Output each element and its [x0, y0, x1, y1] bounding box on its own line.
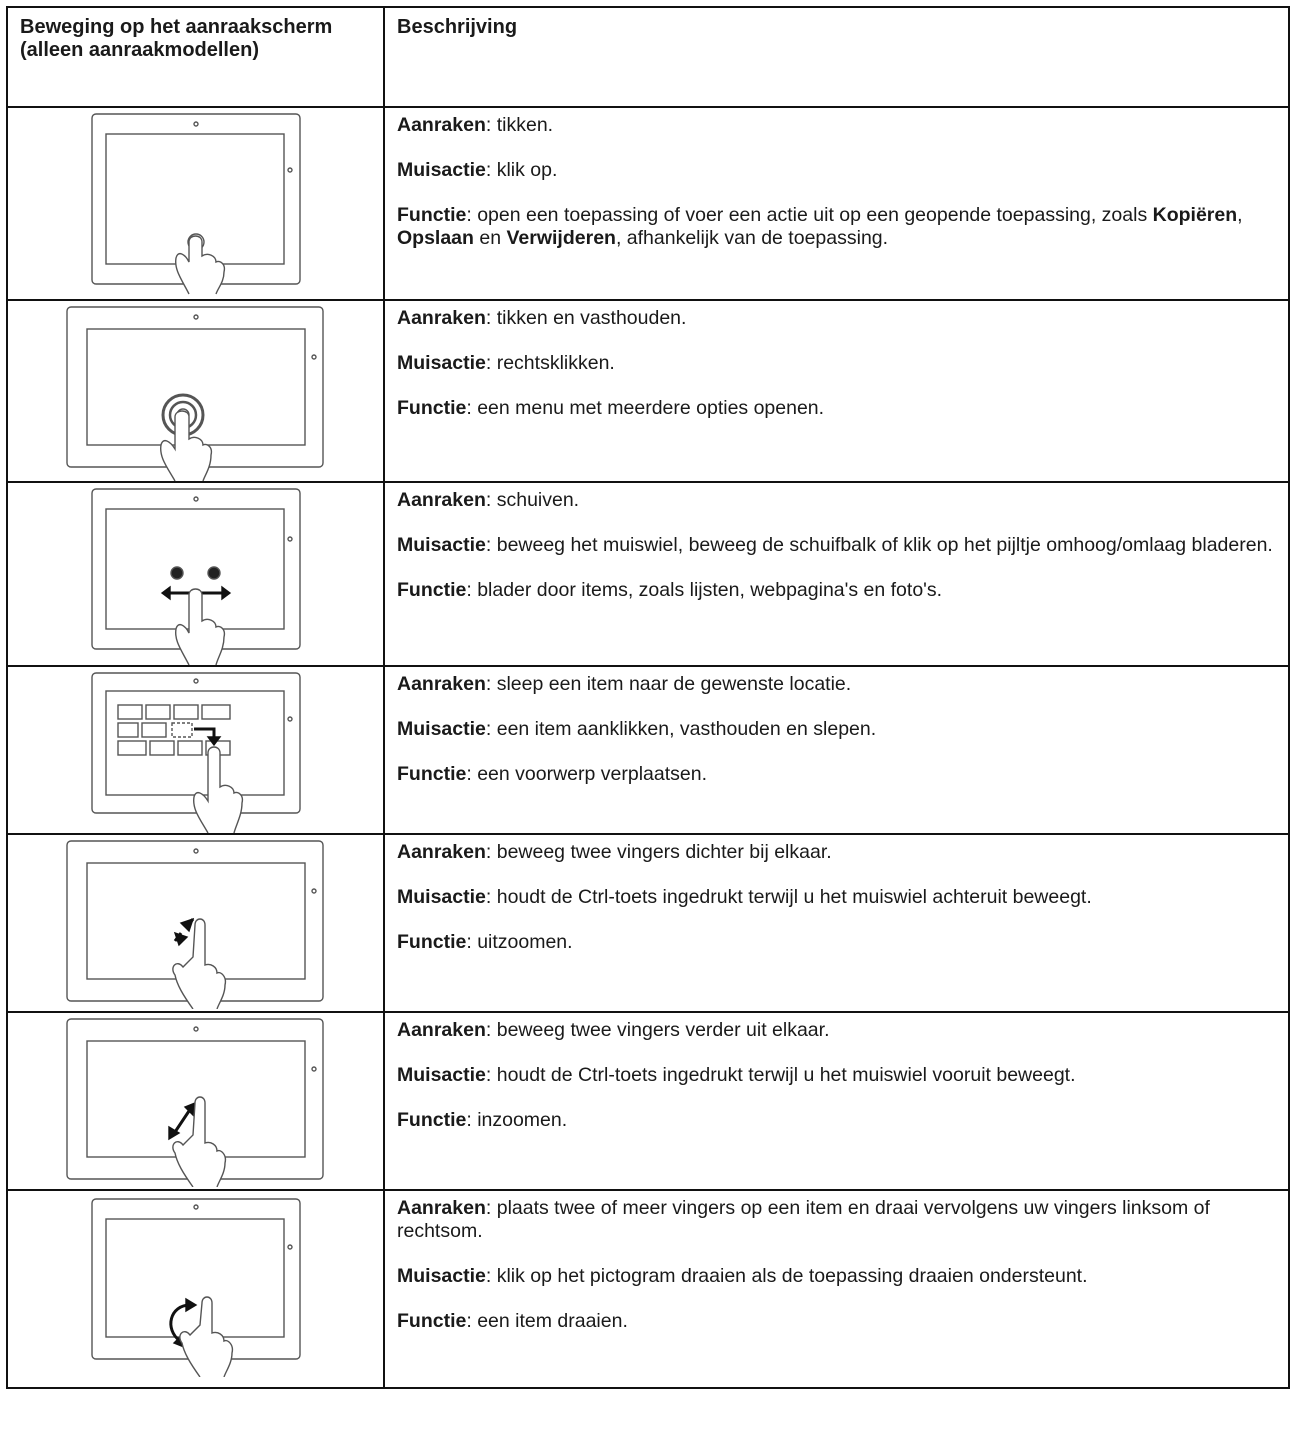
- description-cell: Aanraken: schuiven. Muisactie: beweeg het muiswiel, beweeg de schuifbalk of klik op het pijltje omhoog/omlaag bladeren. Functie: blader door items, zoals lijsten, webpagina's en foto's.: [384, 482, 1289, 666]
- term-mouse: Muisactie: [397, 718, 486, 740]
- header-gesture: Beweging op het aanraakscherm (alleen aanraakmodellen): [7, 7, 384, 107]
- term-function: Functie: [397, 579, 467, 601]
- mouse-text: houdt de Ctrl-toets ingedrukt terwijl u het muiswiel vooruit beweegt.: [496, 1064, 1076, 1086]
- term-function: Functie: [397, 931, 467, 953]
- mouse-text: klik op het pictogram draaien als de toepassing draaien ondersteunt.: [496, 1265, 1088, 1287]
- header-description: Beschrijving: [384, 7, 1289, 107]
- term-mouse: Muisactie: [397, 352, 486, 374]
- touch-text: beweeg twee vingers verder uit elkaar.: [496, 1019, 830, 1041]
- term-function: Functie: [397, 1109, 467, 1131]
- function-text: blader door items, zoals lijsten, webpagina's en foto's.: [477, 579, 943, 601]
- term-function: Functie: [397, 1310, 467, 1332]
- gesture-illustration-cell: [7, 1190, 384, 1388]
- function-text-part: ,: [1237, 204, 1243, 226]
- table-row: [7, 300, 1289, 482]
- function-text: inzoomen.: [477, 1109, 568, 1131]
- function-text: een menu met meerdere opties openen.: [477, 397, 825, 419]
- term-touch: Aanraken: [397, 673, 486, 695]
- description-cell: Aanraken: tikken. Muisactie: klik op. Functie: open een toepassing of voer een actie uit op een geopende toepassing, zoals Kopiëren, Opslaan en Verwijderen, afhankelijk van de toepassing.: [384, 107, 1289, 300]
- description-cell: Aanraken: plaats twee of meer vingers op een item en draai vervolgens uw vingers linksom of rechtsom. Muisactie: klik op het pictogram draaien als de toepassing draaien ondersteunt. Functie: een item draaien.: [384, 1190, 1289, 1388]
- function-text: uitzoomen.: [477, 931, 573, 953]
- gesture-illustration-cell: [7, 482, 384, 666]
- tap-and-hold-gesture-icon: [65, 303, 327, 481]
- touch-text: tikken en vasthouden.: [496, 307, 687, 329]
- term-mouse: Muisactie: [397, 1064, 486, 1086]
- description-cell: Aanraken: sleep een item naar de gewenste locatie. Muisactie: een item aanklikken, vasthouden en slepen. Functie: een voorwerp verplaatsen.: [384, 666, 1289, 834]
- stretch-gesture-icon: [65, 1015, 327, 1187]
- description-cell: Aanraken: beweeg twee vingers dichter bij elkaar. Muisactie: houdt de Ctrl-toets ingedrukt terwijl u het muiswiel achteruit beweegt. Functie: uitzoomen.: [384, 834, 1289, 1012]
- term-mouse: Muisactie: [397, 534, 486, 556]
- term-touch: Aanraken: [397, 489, 486, 511]
- term-function: Functie: [397, 204, 467, 226]
- function-text-part: en: [473, 227, 507, 249]
- touch-text: beweeg twee vingers dichter bij elkaar.: [496, 841, 832, 863]
- drag-gesture-icon: [90, 669, 302, 833]
- term-touch: Aanraken: [397, 114, 486, 136]
- term-touch: Aanraken: [397, 1019, 486, 1041]
- term-touch: Aanraken: [397, 307, 486, 329]
- gesture-illustration-cell: [7, 107, 384, 300]
- term-function: Functie: [397, 763, 467, 785]
- table-row: [7, 482, 1289, 666]
- gesture-illustration-cell: [7, 834, 384, 1012]
- term-mouse: Muisactie: [397, 886, 486, 908]
- slide-gesture-icon: [90, 485, 302, 665]
- function-text-part: open een toepassing of voer een actie uit op een geopende toepassing, zoals: [477, 204, 1153, 226]
- term-mouse: Muisactie: [397, 1265, 486, 1287]
- function-text: een item draaien.: [477, 1310, 628, 1332]
- mouse-text: beweeg het muiswiel, beweeg de schuifbalk of klik op het pijltje omhoog/omlaag bladeren.: [496, 534, 1273, 556]
- table-row: [7, 1012, 1289, 1190]
- mouse-text: klik op.: [496, 159, 558, 181]
- description-cell: Aanraken: beweeg twee vingers verder uit elkaar. Muisactie: houdt de Ctrl-toets ingedrukt terwijl u het muiswiel vooruit beweegt. Functie: inzoomen.: [384, 1012, 1289, 1190]
- table-row: [7, 834, 1289, 1012]
- mouse-text: een item aanklikken, vasthouden en slepen.: [496, 718, 877, 740]
- pinch-in-gesture-icon: [65, 837, 327, 1009]
- function-text-part: , afhankelijk van de toepassing.: [615, 227, 889, 249]
- function-text: een voorwerp verplaatsen.: [477, 763, 707, 785]
- rotate-gesture-icon: [90, 1193, 302, 1377]
- touch-text: sleep een item naar de gewenste locatie.: [496, 673, 852, 695]
- table-header-row: [7, 7, 1289, 107]
- mouse-text: rechtsklikken.: [496, 352, 615, 374]
- function-term-delete: Verwijderen: [506, 227, 616, 249]
- term-touch: Aanraken: [397, 1197, 486, 1219]
- touch-text: schuiven.: [496, 489, 580, 511]
- function-term-copy: Kopiëren: [1152, 204, 1238, 226]
- gesture-illustration-cell: [7, 666, 384, 834]
- term-touch: Aanraken: [397, 841, 486, 863]
- gesture-illustration-cell: [7, 300, 384, 482]
- description-cell: Aanraken: tikken en vasthouden. Muisactie: rechtsklikken. Functie: een menu met meerdere opties openen.: [384, 300, 1289, 482]
- tap-gesture-icon: [90, 110, 302, 296]
- touch-text: plaats twee of meer vingers op een item en draai vervolgens uw vingers linksom of rechtsom.: [397, 1197, 1210, 1242]
- touch-text: tikken.: [496, 114, 554, 136]
- function-term-save: Opslaan: [397, 227, 474, 249]
- table-row: [7, 107, 1289, 300]
- mouse-text: houdt de Ctrl-toets ingedrukt terwijl u het muiswiel achteruit beweegt.: [496, 886, 1092, 908]
- table-row: [7, 666, 1289, 834]
- gesture-illustration-cell: [7, 1012, 384, 1190]
- term-function: Functie: [397, 397, 467, 419]
- term-mouse: Muisactie: [397, 159, 486, 181]
- gesture-table: [6, 6, 1290, 1389]
- table-row: [7, 1190, 1289, 1388]
